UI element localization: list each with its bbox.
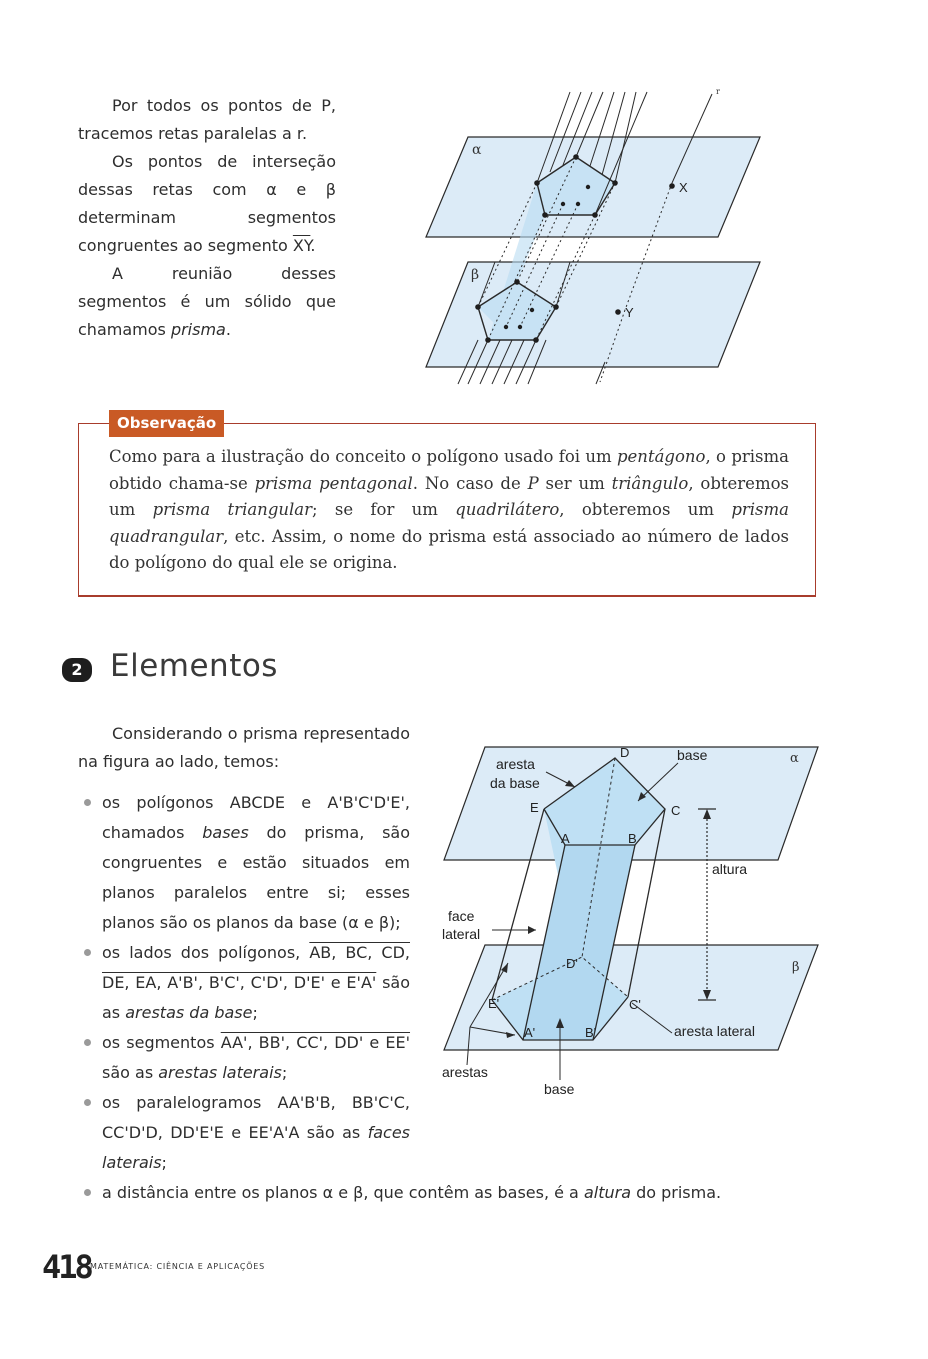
label-x: X <box>679 180 688 195</box>
vertex-e2: E' <box>488 996 500 1011</box>
prism-elements-figure <box>440 735 820 1100</box>
list-item: os paralelogramos AA'B'B, BB'C'C, CC'D'D, DD'E'E e EE'A'A são as faces laterais; <box>78 1088 410 1178</box>
list-item: os polígonos ABCDE e A'B'C'D'E', chamados bases do prisma, são congruentes e estão situados em planos paralelos entre si; esses planos são os planos da base (α e β); <box>78 788 410 938</box>
vertex-b: B <box>628 831 637 846</box>
label-r: r <box>716 87 720 96</box>
observation-text: Como para a ilustração do conceito o polígono usado foi um pentágono, o prisma obtido chama-se prisma pentagonal. No caso de P ser um triângulo, obteremos um prisma triangular; se for um quadrilátero, obteremos um prisma quadrangular, etc. Assim, o nome do prisma está associado ao número de lados do polígono do qual ele se origina. <box>109 447 789 572</box>
vertex-b2: B' <box>585 1025 597 1040</box>
intro-paragraph-2: Os pontos de interseção dessas retas com α e β determinam segmentos congruentes ao segmento $\overline{XY}$. <box>78 152 336 255</box>
label-beta: β <box>471 267 480 283</box>
list-item: a distância entre os planos α e β, que contêm as bases, é a altura do prisma. <box>78 1178 862 1208</box>
intro-text <box>78 92 336 344</box>
vertex-c: C <box>671 803 681 818</box>
label-alpha: α <box>790 751 799 766</box>
list-item: os segmentos AA', BB', CC', DD' e EE' são as arestas laterais; <box>78 1028 410 1088</box>
label-alpha: α <box>472 142 482 158</box>
vertex-c2: C' <box>629 997 641 1012</box>
label-aresta-da-base-2: da base <box>490 775 540 791</box>
label-beta: β <box>792 960 800 975</box>
observation-box <box>78 414 816 597</box>
vertex-a: A <box>561 831 570 846</box>
intro-paragraph-1: Por todos os pontos de P, tracemos retas paralelas a r. <box>78 96 336 143</box>
prisma-term: prisma <box>170 320 226 339</box>
label-face-lateral-2: lateral <box>442 926 481 942</box>
segment-xy: $\overline{XY}$ <box>292 236 311 255</box>
list-item: os lados dos polígonos, AB, BC, CD, DE, EA, A'B', B'C', C'D', D'E' e E'A' são as arestas da base; <box>78 938 410 1028</box>
elements-intro: Considerando o prisma representado na figura ao lado, temos: <box>78 724 410 771</box>
observation-tab: Observação <box>109 410 224 437</box>
prism-construction-figure <box>420 82 765 392</box>
section-title: Elementos <box>110 648 278 684</box>
vertex-d2: D' <box>566 956 578 971</box>
vertex-d: D <box>620 745 630 760</box>
point-x <box>669 183 675 189</box>
page-number: 418 <box>42 1248 91 1286</box>
label-arestas: arestas <box>442 1064 488 1080</box>
intro-paragraph-3: A reunião desses segmentos é um sólido que chamamos prisma. <box>78 264 336 339</box>
label-base-top: base <box>677 747 708 763</box>
vertex-e: E <box>530 800 539 815</box>
label-base-bottom: base <box>544 1081 575 1097</box>
book-title: MATEMÁTICA: CIÊNCIA E APLICAÇÕES <box>90 1262 266 1271</box>
section-number-badge: 2 <box>62 658 92 682</box>
point-y <box>615 309 621 315</box>
label-altura: altura <box>712 861 748 877</box>
vertex-a2: A' <box>524 1025 536 1040</box>
label-aresta-da-base-1: aresta <box>496 756 535 772</box>
label-face-lateral-1: face <box>448 908 475 924</box>
label-y: Y <box>625 305 634 320</box>
label-aresta-lateral: aresta lateral <box>674 1023 755 1039</box>
